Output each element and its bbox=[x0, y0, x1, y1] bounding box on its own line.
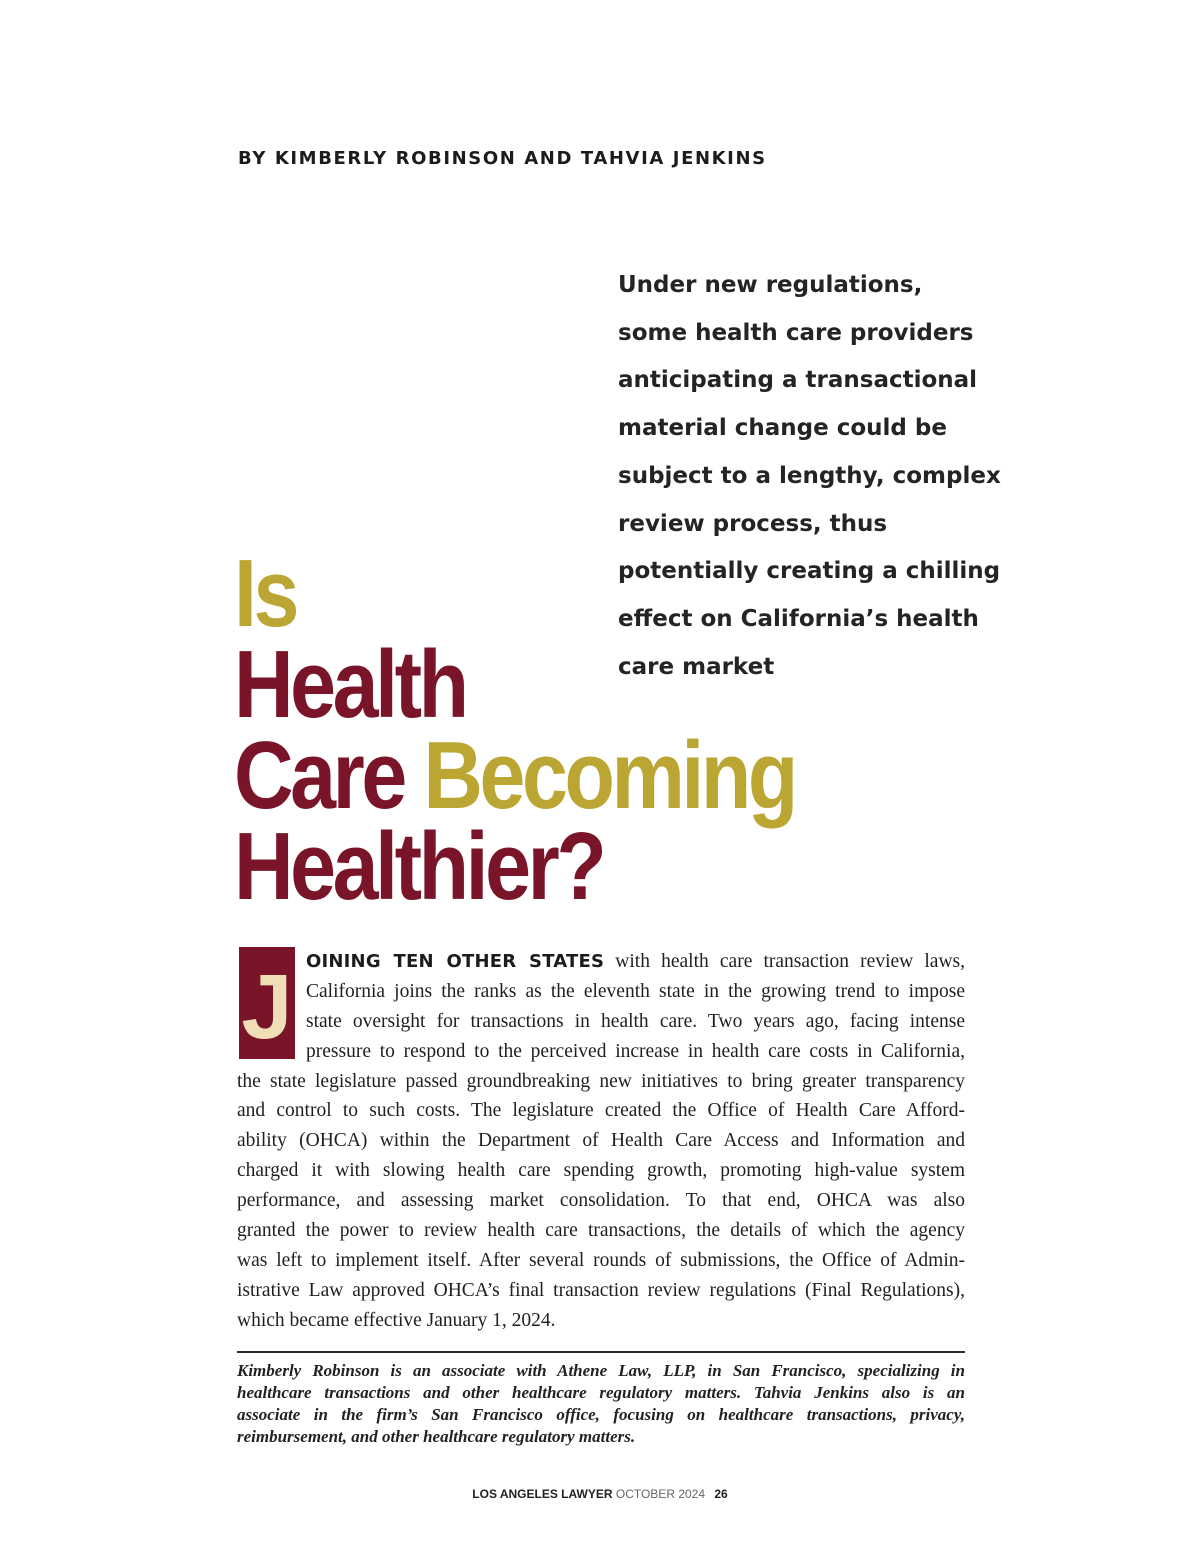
lead-in-rest: with health care transaction review laws, bbox=[604, 951, 965, 972]
body-line: granted the power to review health care transactions, the details of which the agency bbox=[237, 1220, 965, 1242]
deck-line: anticipating a transactional bbox=[618, 367, 978, 394]
article-title bbox=[234, 540, 795, 920]
title-word-care: Care bbox=[234, 722, 404, 829]
title-word-health: Health bbox=[234, 631, 466, 738]
bio-divider bbox=[237, 1351, 965, 1353]
body-line: pressure to respond to the perceived increase in health care costs in California, bbox=[306, 1040, 965, 1062]
title-word-is: Is bbox=[234, 540, 296, 647]
deck-line: effect on California’s health bbox=[618, 605, 979, 632]
lead-in: OINING TEN OTHER STATES bbox=[306, 951, 605, 972]
issue-date: OCTOBER 2024 bbox=[615, 1487, 706, 1501]
deck-line: material change could be bbox=[618, 415, 947, 442]
publication-name: LOS ANGELES LAWYER bbox=[472, 1487, 613, 1501]
deck-line: Under new regulations, bbox=[618, 272, 923, 298]
deck-line: care market bbox=[618, 653, 775, 680]
body-line: was left to implement itself. After several rounds of submissions, the Office of Admin- bbox=[237, 1249, 965, 1271]
bio-line: reimbursement, and other healthcare regulatory matters. bbox=[237, 1427, 636, 1446]
body-line: istrative Law approved OHCA’s final transaction review regulations (Final Regulations), bbox=[237, 1279, 965, 1301]
deck-line: review process, thus bbox=[618, 510, 888, 537]
article-body bbox=[237, 947, 965, 1336]
byline: BY KIMBERLY ROBINSON AND TAHVIA JENKINS bbox=[238, 148, 767, 169]
author-bio bbox=[237, 1360, 965, 1448]
body-line: the state legislature passed groundbreaking new initiatives to bring greater transparency bbox=[237, 1070, 965, 1092]
body-line: ability (OHCA) within the Department of Health Care Access and Information and bbox=[237, 1130, 965, 1152]
body-line: state oversight for transactions in health care. Two years ago, facing intense bbox=[306, 1010, 965, 1032]
page-number: 26 bbox=[714, 1487, 728, 1501]
body-line: performance, and assessing market consolidation. To that end, OHCA was also bbox=[237, 1190, 965, 1212]
title-word-becoming: Becoming bbox=[423, 722, 795, 829]
body-line: which became effective January 1, 2024. bbox=[237, 1309, 556, 1331]
bio-line: associate in the firm’s San Francisco office, focusing on healthcare transactions, privacy, bbox=[237, 1405, 965, 1424]
drop-cap-letter: J bbox=[241, 956, 293, 1058]
bio-line: Kimberly Robinson is an associate with Athene Law, LLP, in San Francisco, specializing in bbox=[237, 1361, 965, 1380]
bio-line: healthcare transactions and other healthcare regulatory matters. Tahvia Jenkins also is an bbox=[237, 1383, 965, 1402]
title-row-care-becoming bbox=[234, 722, 795, 829]
title-word-healthier: Healthier? bbox=[234, 813, 604, 920]
body-line: and control to such costs. The legislature created the Office of Health Care Afford- bbox=[237, 1100, 965, 1122]
deck-line: potentially creating a chilling bbox=[618, 558, 1001, 585]
deck-line: subject to a lengthy, complex bbox=[618, 462, 1001, 489]
page-footer bbox=[0, 1487, 1200, 1501]
body-line bbox=[306, 947, 965, 977]
body-line: charged it with slowing health care spending growth, promoting high-value system bbox=[237, 1160, 965, 1182]
body-line: California joins the ranks as the eleventh state in the growing trend to impose bbox=[306, 980, 965, 1002]
deck-line: some health care providers bbox=[618, 319, 974, 346]
